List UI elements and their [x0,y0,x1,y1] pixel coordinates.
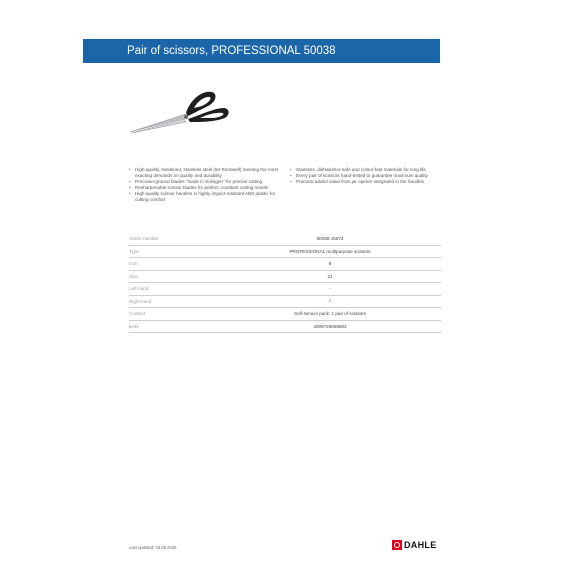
spec-label: EAN [129,320,239,333]
spec-value: - [239,283,441,296]
brand-wordmark: DAHLE [404,540,437,550]
table-row [129,295,441,308]
feature-item: • Precision-ground blades "made in Solingen" for precise cutting [129,179,280,185]
last-updated-text: Last updated: 03.06.2025 [129,545,177,550]
spec-label: Type [129,245,239,258]
spec-value: 21 [239,270,441,283]
table-row [129,308,441,321]
page-title: Pair of scissors, PROFESSIONAL 50038 [127,45,336,57]
table-row [129,233,441,245]
table-row [129,320,441,333]
spec-label: Size [129,270,239,283]
feature-item: • Resharpenable scissor blades for perfect, constant cutting results [129,185,280,191]
dahle-logo-icon [392,540,402,550]
title-banner [83,39,440,63]
feature-column-left [129,167,280,203]
spec-value: PROFESSIONAL multipurpose scissors [239,245,441,258]
spec-table [129,233,441,333]
table-row [129,270,441,283]
scissor-blade [132,119,186,133]
feature-list [129,167,441,203]
spec-label: Article number [129,233,239,245]
scissors-image [128,86,232,136]
table-row [129,283,441,296]
spec-value: 8 [239,258,441,271]
spec-value: Self-service pack: 1 pair of scissors [239,308,441,321]
spec-value: ✓ [239,295,441,308]
table-row [129,258,441,271]
spec-label: Left-hand [129,283,239,296]
spec-value: 4009729069803 [239,320,441,333]
spec-label: Right-hand [129,295,239,308]
table-row [129,245,441,258]
feature-column-right [290,167,441,203]
feature-item: • Practical added value from jar opener integrated in the handles [290,179,441,185]
scissor-pivot [184,115,188,119]
spec-value: 50038-15574 [239,233,441,245]
feature-item: • High-quality, hardened, stainless steel (54 Rockwell) meeting the most exacting demands on quality and durability [129,167,280,179]
feature-item: • Every pair of scissors hand-tested to guarantee maximum quality [290,173,441,179]
dahle-logo [392,540,437,550]
feature-item: • High-quality scissor handles in highly impact-resistant ABS plastic for cutting comfort [129,191,280,203]
feature-item: • Stainless, dishwasher-safe and colour-fast materials for long life [290,167,441,173]
spec-label: Inch [129,258,239,271]
spec-label: Content [129,308,239,321]
